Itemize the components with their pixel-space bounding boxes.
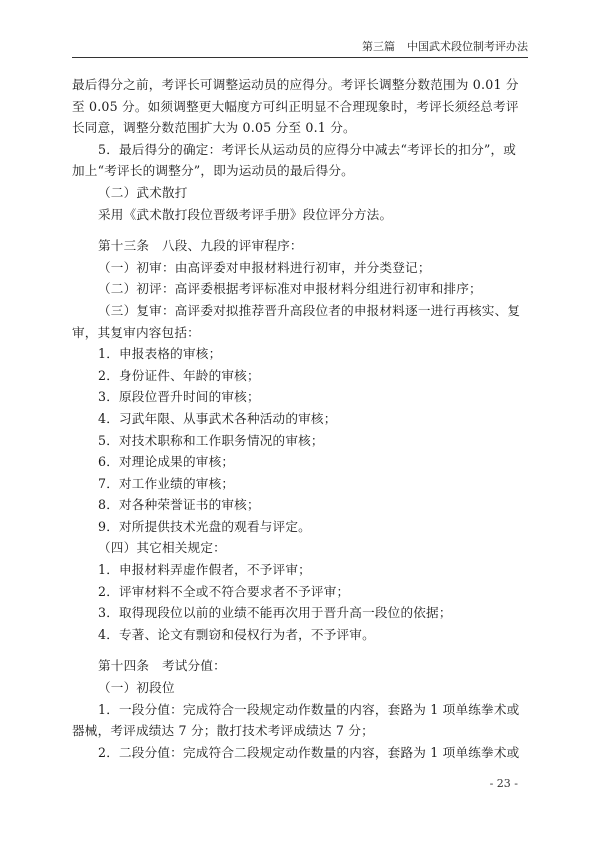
header-title: 中国武术段位制考评办法 (407, 40, 528, 53)
page-number: - 23 - (489, 777, 518, 790)
header-divider (72, 57, 528, 58)
text-line: 4．专著、论文有剽窃和侵权行为者，不予评审。 (98, 626, 375, 642)
text-line: （一）初审：由高评委对申报材料进行初审，并分类登记； (98, 259, 431, 275)
text-line: （三）复审：高评委对拟推荐晋升高段位者的申报材料逐一进行再核实、复 (98, 302, 521, 318)
section-gap (72, 645, 528, 655)
text-line: 7．对工作业绩的审核； (98, 475, 235, 491)
text-line: 5．对技术职称和工作职务情况的审核； (98, 432, 324, 448)
text-line: 第十三条 八段、九段的评审程序： (98, 238, 303, 254)
text-line: 器械，考评成绩达 7 分；散打技术考评成绩达 7 分； (72, 723, 374, 739)
text-line: 1．一段分值：完成符合一段规定动作数量的内容，套路为 1 项单练拳术或 (98, 701, 520, 717)
header-part: 第三篇 (362, 40, 395, 53)
text-line: 3．取得现段位以前的业绩不能再次用于晋升高一段位的依据； (98, 605, 452, 621)
text-line: 审，其复审内容包括： (72, 324, 200, 340)
text-line: （四）其它相关规定： (98, 540, 226, 556)
text-line: 至 0.05 分。如须调整更大幅度方可纠正明显不合理现象时，考评长须经总考评 (72, 98, 519, 114)
text-line: 1．申报材料弄虚作假者，不予评审； (98, 562, 311, 578)
text-line: 2．身份证件、年龄的审核； (98, 367, 260, 383)
section-gap (72, 225, 528, 235)
text-line: （二）武术散打 (98, 184, 188, 200)
text-line: 3．原段位晋升时间的审核； (98, 389, 260, 405)
text-line: 2．评审材料不全或不符合要求者不予评审； (98, 583, 350, 599)
text-line: （二）初评：高评委根据考评标准对申报材料分组进行初审和排序； (98, 281, 482, 297)
running-header (72, 40, 528, 54)
text-line: 9．对所提供技术光盘的观看与评定。 (98, 518, 311, 534)
text-line: 最后得分之前，考评长可调整运动员的应得分。考评长调整分数范围为 0.01 分 (72, 77, 519, 92)
text-line: 1．申报表格的审核； (98, 346, 222, 362)
text-line: 第十四条 考试分值： (98, 658, 226, 674)
text-line: 5．最后得分的确定：考评长从运动员的应得分中减去“考评长的扣分”，或 (98, 141, 517, 157)
text-line: 加上“考评长的调整分”，即为运动员的最后得分。 (72, 163, 354, 179)
text-line: 采用《武术散打段位晋级考评手册》段位评分方法。 (98, 206, 393, 222)
text-line: （一）初段位 (98, 680, 175, 696)
text-line: 6．对理论成果的审核； (98, 454, 235, 470)
text-line: 长同意，调整分数范围扩大为 0.05 分至 0.1 分。 (72, 120, 356, 136)
text-line: 8．对各种荣誉证书的审核； (98, 497, 260, 513)
text-line: 2．二段分值：完成符合二段规定动作数量的内容，套路为 1 项单练拳术或 (98, 744, 520, 760)
text-line: 4．习武年限、从事武术各种活动的审核； (98, 410, 337, 426)
document-body (72, 74, 528, 763)
